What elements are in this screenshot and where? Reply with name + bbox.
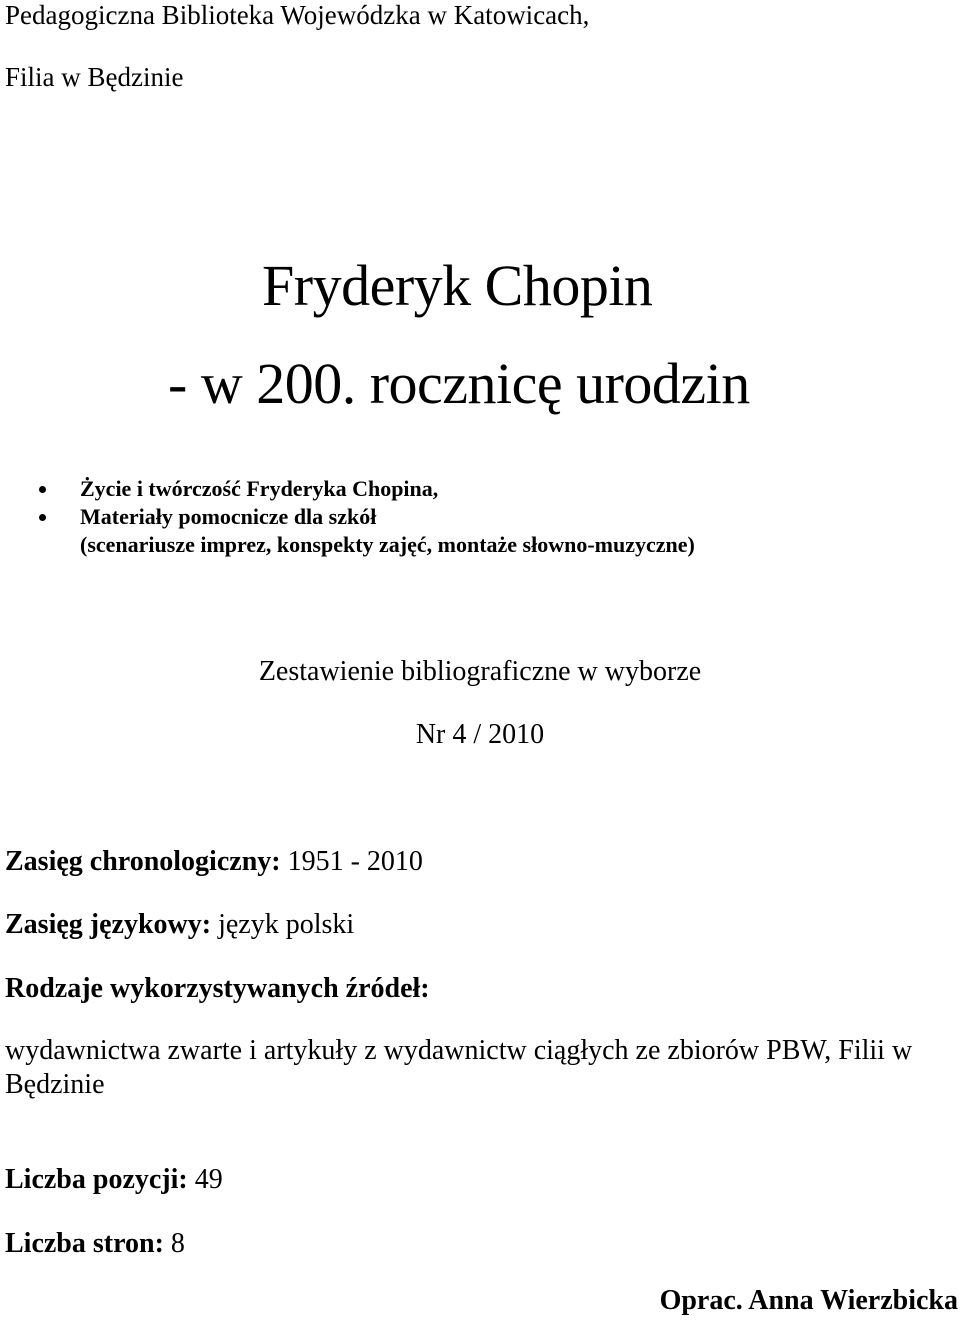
bullet-icon — [39, 514, 46, 521]
chronological-range-value: 1951 - 2010 — [287, 846, 423, 877]
pages-count-value: 8 — [170, 1228, 185, 1259]
sources-label: Rodzaje wykorzystywanych źródeł: — [5, 973, 430, 1004]
document-title: Fryderyk Chopin — [262, 253, 653, 318]
institution-name: Pedagogiczna Biblioteka Wojewódzka w Katowicach, — [5, 0, 590, 30]
topic-item-label: Materiały pomocnicze dla szkół — [80, 504, 377, 529]
institution-branch: Filia w Będzinie — [5, 62, 184, 92]
language-range-value: język polski — [218, 909, 355, 940]
positions-count-value: 49 — [194, 1164, 223, 1195]
pages-count — [5, 1228, 185, 1260]
language-range-label: Zasięg językowy: — [5, 909, 212, 940]
document-subtitle: - w 200. rocznicę urodzin — [168, 351, 750, 416]
topic-item-2 — [39, 504, 739, 534]
topic-item-label: Życie i twórczość Fryderyka Chopina, — [80, 476, 439, 501]
positions-count — [5, 1164, 223, 1196]
listing-type: Zestawienie bibliograficzne w wyborze — [258, 656, 702, 687]
pages-count-label: Liczba stron: — [5, 1228, 164, 1259]
bullet-icon — [39, 486, 46, 493]
sources-value: wydawnictwa zwarte i artykuły z wydawnictw ciągłych ze zbiorów PBW, Filii w Będzinie — [5, 1035, 913, 1100]
positions-count-label: Liczba pozycji: — [5, 1164, 188, 1195]
author-credit: Oprac. Anna Wierzbicka — [659, 1285, 958, 1316]
topic-item-1 — [39, 476, 739, 506]
chronological-range-label: Zasięg chronologiczny: — [5, 846, 281, 877]
topic-continuation: (scenariusze imprez, konspekty zajęć, montaże słowno-muzyczne) — [80, 532, 695, 557]
language-range — [5, 909, 354, 941]
chronological-range — [5, 846, 423, 878]
listing-number: Nr 4 / 2010 — [415, 719, 545, 750]
